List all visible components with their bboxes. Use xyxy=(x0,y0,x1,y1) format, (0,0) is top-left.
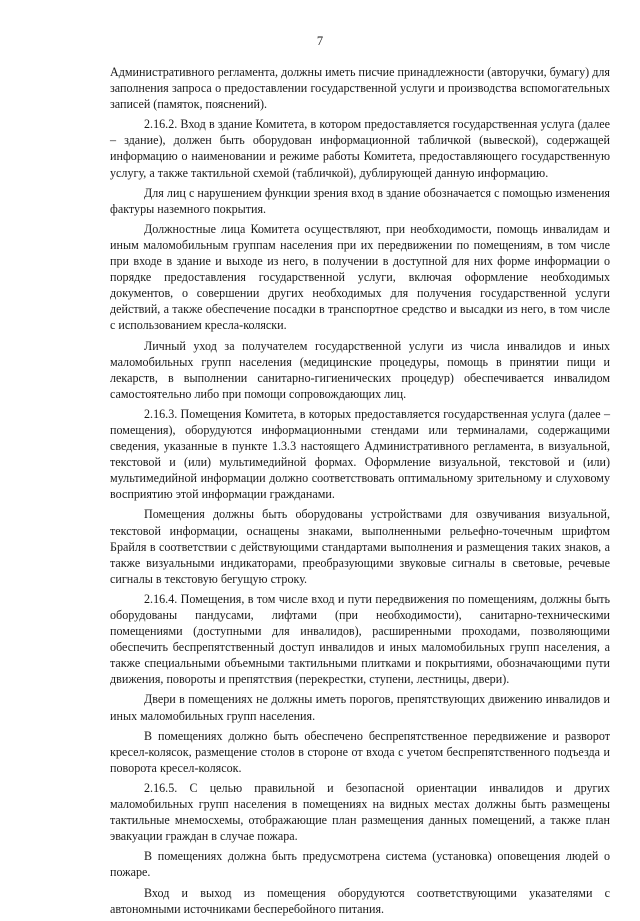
paragraph-2-16-3: 2.16.3. Помещения Комитета, в которых предоставляется государственная услуга (далее – помещения), оборудуются информационными стендами или терминалами, содержащими сведения, указанные в пункте 1.3.3 настоящего Административного регламента, в визуальной, текстовой и (или) мультимедийной формах. Оформление визуальной, текстовой и (или) мультимедийной информации должно соответствовать оптимальному зрительному и слуховому восприятию этой информации гражданами. xyxy=(110,406,610,502)
paragraph-continuation: Административного регламента, должны иметь писчие принадлежности (авторучки, бумагу) для заполнения запроса о предоставлении государственной услуги и производства вспомогательных записей (памяток, пояснений). xyxy=(110,65,610,112)
paragraph-2-16-5: 2.16.5. С целью правильной и безопасной ориентации инвалидов и других маломобильных групп населения в помещениях на видных местах должны быть размещены тактильные мнемосхемы, отображающие план размещения данных помещений, а также план эвакуации граждан в случае пожара. xyxy=(110,780,610,844)
paragraph-voicing-devices: Помещения должны быть оборудованы устройствами для озвучивания визуальной, текстовой информации, оснащены знаками, выполненными рельефно-точечным шрифтом Брайля в соответствии с действующими стандартами выполнения и размещения таких знаков, а также визуальными индикаторами, преобразующими звуковые сигналы в световые, речевые сигналы в текстовую бегущую строку. xyxy=(110,507,610,586)
page-number: 7 xyxy=(316,34,324,48)
paragraph-personal-care: Личный уход за получателем государственной услуги из числа инвалидов и иных маломобильных групп населения (медицинские процедуры, помощь в принятии пищи и лекарств, в выполнении санитарно-гигиенических процедур) обеспечивается инвалидом самостоятельно либо при помощи сопровождающих лиц. xyxy=(110,338,610,401)
paragraph-2-16-4: 2.16.4. Помещения, в том числе вход и пути передвижения по помещениям, должны быть оборудованы пандусами, лифтами (при необходимости), санитарно-техническими помещениями (доступными для инвалидов), расширенными проходами, позволяющими обеспечить беспрепятственный доступ инвалидов и иных маломобильных групп населения, а также специальными объемными тактильными плитками и покрытиями, обозначающими пути движения, повороты и препятствия (перекрестки, ступени, лестницы, двери). xyxy=(110,591,610,687)
paragraph-wheelchair-movement: В помещениях должно быть обеспечено беспрепятственное передвижение и разворот кресел-колясок, размещение столов в стороне от входа с учетом беспрепятственного подъезда и поворота кресел-колясок. xyxy=(110,728,610,775)
paragraph-vision-entrance: Для лиц с нарушением функции зрения вход в здание обозначается с помощью изменения фактуры наземного покрытия. xyxy=(110,185,610,216)
document-body xyxy=(110,64,610,921)
paragraph-exit-signs: Вход и выход из помещения оборудуются соответствующими указателями с автономными источниками бесперебойного питания. xyxy=(110,885,610,916)
paragraph-doors: Двери в помещениях не должны иметь порогов, препятствующих движению инвалидов и иных маломобильных групп населения. xyxy=(110,692,610,723)
paragraph-2-16-2: 2.16.2. Вход в здание Комитета, в котором предоставляется государственная услуга (далее – здание), должен быть оборудован информационной табличкой (вывеской), содержащей информацию о наименовании и режиме работы Комитета, предоставляющего государственную услугу, а также тактильной схемой (табличкой), дублирующей данную информацию. xyxy=(110,117,610,180)
paragraph-staff-assistance: Должностные лица Комитета осуществляют, при необходимости, помощь инвалидам и иным маломобильным группам населения при их передвижении по помещениям, в том числе при входе в здание и выходе из него, в получении в доступной для них форме информации о порядке предоставления государственной услуги, включая оформление необходимых документов, о совершении других необходимых для получения государственной услуги действий, а также обеспечение посадки в транспортное средство и высадки из него, в том числе с использованием кресла-коляски. xyxy=(110,221,610,333)
paragraph-fire-alarm: В помещениях должна быть предусмотрена система (установка) оповещения людей о пожаре. xyxy=(110,849,610,880)
